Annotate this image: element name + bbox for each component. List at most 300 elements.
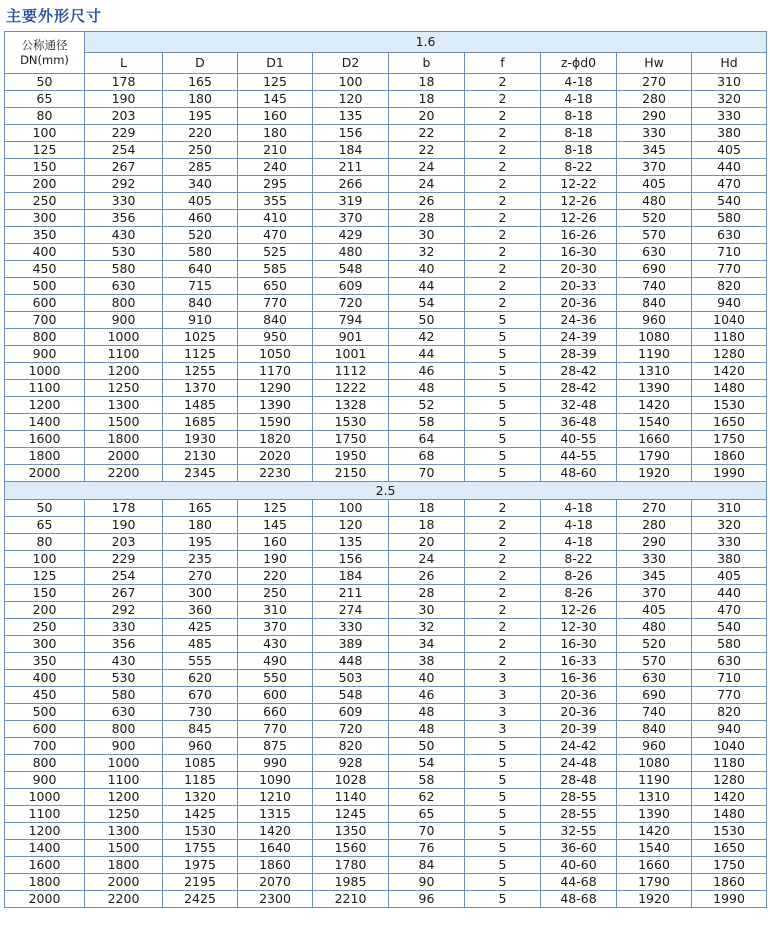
table-cell: 2: [465, 74, 541, 91]
column-header-f: f: [465, 53, 541, 74]
table-cell: 120: [313, 517, 389, 534]
table-cell: 900: [85, 312, 163, 329]
table-cell: 5: [465, 397, 541, 414]
table-cell: 32: [389, 244, 465, 261]
table-cell: 345: [617, 142, 692, 159]
table-cell: 2130: [163, 448, 238, 465]
table-cell: 370: [238, 619, 313, 636]
table-cell: 1420: [692, 363, 767, 380]
table-cell: 340: [163, 176, 238, 193]
column-header-b: b: [389, 53, 465, 74]
table-cell: 1050: [238, 346, 313, 363]
table-row: [5, 431, 767, 448]
table-cell: 520: [617, 210, 692, 227]
table-cell: 34: [389, 636, 465, 653]
table-cell: 24: [389, 551, 465, 568]
table-cell: 2: [465, 91, 541, 108]
table-cell: 330: [692, 534, 767, 551]
table-cell: 350: [5, 653, 85, 670]
table-row: [5, 704, 767, 721]
table-cell: 2: [465, 517, 541, 534]
table-cell: 4-18: [541, 517, 617, 534]
table-cell: 30: [389, 227, 465, 244]
table-cell: 1250: [85, 806, 163, 823]
table-cell: 320: [692, 517, 767, 534]
table-cell: 540: [692, 619, 767, 636]
table-row: [5, 602, 767, 619]
table-cell: 600: [5, 721, 85, 738]
table-cell: 50: [389, 738, 465, 755]
table-cell: 2000: [85, 874, 163, 891]
table-row: [5, 91, 767, 108]
table-cell: 710: [692, 670, 767, 687]
table-cell: 18: [389, 91, 465, 108]
table-cell: 1390: [617, 380, 692, 397]
table-row: [5, 414, 767, 431]
table-cell: 58: [389, 772, 465, 789]
table-cell: 1750: [692, 431, 767, 448]
table-cell: 2: [465, 295, 541, 312]
table-cell: 1750: [313, 431, 389, 448]
table-cell: 12-26: [541, 602, 617, 619]
table-cell: 1200: [85, 363, 163, 380]
table-cell: 1420: [617, 397, 692, 414]
table-cell: 28: [389, 585, 465, 602]
table-cell: 40: [389, 670, 465, 687]
table-cell: 220: [238, 568, 313, 585]
table-cell: 2: [465, 619, 541, 636]
table-cell: 5: [465, 329, 541, 346]
table-cell: 145: [238, 517, 313, 534]
table-cell: 250: [163, 142, 238, 159]
table-cell: 1310: [617, 363, 692, 380]
table-cell: 2: [465, 261, 541, 278]
table-cell: 300: [5, 210, 85, 227]
table-row: [5, 159, 767, 176]
table-cell: 180: [163, 517, 238, 534]
table-row: [5, 193, 767, 210]
table-cell: 1950: [313, 448, 389, 465]
table-cell: 1028: [313, 772, 389, 789]
table-cell: 630: [692, 653, 767, 670]
table-cell: 28-42: [541, 380, 617, 397]
table-cell: 44: [389, 346, 465, 363]
table-cell: 48: [389, 380, 465, 397]
table-cell: 180: [163, 91, 238, 108]
table-cell: 990: [238, 755, 313, 772]
table-cell: 2230: [238, 465, 313, 482]
table-cell: 1180: [692, 755, 767, 772]
table-cell: 1000: [85, 329, 163, 346]
table-cell: 690: [617, 261, 692, 278]
table-cell: 1222: [313, 380, 389, 397]
table-cell: 2: [465, 176, 541, 193]
table-cell: 26: [389, 568, 465, 585]
table-cell: 585: [238, 261, 313, 278]
table-cell: 54: [389, 755, 465, 772]
table-cell: 928: [313, 755, 389, 772]
table-cell: 1420: [692, 789, 767, 806]
dimension-table: [4, 31, 767, 908]
table-cell: 794: [313, 312, 389, 329]
table-cell: 550: [238, 670, 313, 687]
table-cell: 1280: [692, 772, 767, 789]
table-cell: 901: [313, 329, 389, 346]
table-cell: 2: [465, 500, 541, 517]
table-cell: 200: [5, 602, 85, 619]
table-cell: 350: [5, 227, 85, 244]
table-cell: 100: [313, 74, 389, 91]
table-cell: 4-18: [541, 500, 617, 517]
table-cell: 1860: [692, 874, 767, 891]
table-cell: 370: [313, 210, 389, 227]
table-cell: 1200: [85, 789, 163, 806]
table-cell: 44: [389, 278, 465, 295]
table-cell: 64: [389, 431, 465, 448]
table-cell: 500: [5, 704, 85, 721]
table-cell: 165: [163, 500, 238, 517]
table-cell: 178: [85, 500, 163, 517]
table-cell: 24: [389, 176, 465, 193]
table-cell: 845: [163, 721, 238, 738]
table-cell: 80: [5, 534, 85, 551]
table-cell: 48-68: [541, 891, 617, 908]
table-cell: 1280: [692, 346, 767, 363]
table-cell: 1001: [313, 346, 389, 363]
table-cell: 1370: [163, 380, 238, 397]
table-cell: 12-22: [541, 176, 617, 193]
table-cell: 1245: [313, 806, 389, 823]
table-cell: 2: [465, 653, 541, 670]
table-row: [5, 244, 767, 261]
table-cell: 450: [5, 261, 85, 278]
table-cell: 370: [617, 159, 692, 176]
table-cell: 430: [85, 227, 163, 244]
table-cell: 44-68: [541, 874, 617, 891]
table-cell: 220: [163, 125, 238, 142]
table-cell: 285: [163, 159, 238, 176]
table-cell: 1420: [617, 823, 692, 840]
table-cell: 900: [5, 346, 85, 363]
table-cell: 5: [465, 465, 541, 482]
table-cell: 820: [313, 738, 389, 755]
table-cell: 770: [692, 261, 767, 278]
table-cell: 360: [163, 602, 238, 619]
table-cell: 2: [465, 636, 541, 653]
table-cell: 2: [465, 108, 541, 125]
table-cell: 210: [238, 142, 313, 159]
table-cell: 356: [85, 636, 163, 653]
table-cell: 5: [465, 755, 541, 772]
table-cell: 125: [238, 74, 313, 91]
table-cell: 32-55: [541, 823, 617, 840]
table-cell: 840: [617, 721, 692, 738]
table-cell: 345: [617, 568, 692, 585]
table-cell: 1200: [5, 397, 85, 414]
table-cell: 1000: [85, 755, 163, 772]
table-cell: 1560: [313, 840, 389, 857]
table-cell: 1085: [163, 755, 238, 772]
table-cell: 1650: [692, 414, 767, 431]
table-cell: 1180: [692, 329, 767, 346]
table-cell: 640: [163, 261, 238, 278]
table-cell: 710: [692, 244, 767, 261]
table-cell: 20-36: [541, 295, 617, 312]
table-cell: 800: [85, 721, 163, 738]
table-cell: 1080: [617, 329, 692, 346]
table-cell: 600: [5, 295, 85, 312]
table-row: [5, 227, 767, 244]
table-cell: 50: [5, 74, 85, 91]
table-cell: 630: [85, 278, 163, 295]
table-row: [5, 500, 767, 517]
table-cell: 380: [692, 125, 767, 142]
table-cell: 8-26: [541, 585, 617, 602]
table-cell: 254: [85, 568, 163, 585]
table-cell: 1170: [238, 363, 313, 380]
table-cell: 1250: [85, 380, 163, 397]
table-cell: 28-48: [541, 772, 617, 789]
table-cell: 1755: [163, 840, 238, 857]
table-row: [5, 755, 767, 772]
table-cell: 800: [85, 295, 163, 312]
table-cell: 2: [465, 142, 541, 159]
table-cell: 50: [389, 312, 465, 329]
table-cell: 1860: [692, 448, 767, 465]
table-cell: 1425: [163, 806, 238, 823]
dn-header: [5, 32, 85, 74]
table-cell: 770: [238, 721, 313, 738]
pressure-header-1: 1.6: [85, 32, 767, 53]
table-cell: 180: [238, 125, 313, 142]
table-cell: 580: [85, 687, 163, 704]
table-cell: 65: [389, 806, 465, 823]
table-cell: 1185: [163, 772, 238, 789]
table-cell: 730: [163, 704, 238, 721]
table-cell: 470: [692, 176, 767, 193]
table-cell: 270: [617, 74, 692, 91]
table-cell: 5: [465, 431, 541, 448]
table-cell: 8-18: [541, 142, 617, 159]
table-cell: 22: [389, 142, 465, 159]
table-row: [5, 363, 767, 380]
table-cell: 450: [5, 687, 85, 704]
table-cell: 2000: [85, 448, 163, 465]
table-cell: 5: [465, 738, 541, 755]
table-cell: 1780: [313, 857, 389, 874]
table-cell: 1500: [85, 840, 163, 857]
table-cell: 405: [692, 142, 767, 159]
table-cell: 330: [313, 619, 389, 636]
table-cell: 100: [5, 551, 85, 568]
table-cell: 520: [163, 227, 238, 244]
table-cell: 1540: [617, 840, 692, 857]
table-cell: 1600: [5, 857, 85, 874]
table-cell: 960: [617, 312, 692, 329]
table-cell: 2300: [238, 891, 313, 908]
table-row: [5, 653, 767, 670]
table-cell: 20-33: [541, 278, 617, 295]
table-cell: 820: [692, 704, 767, 721]
table-cell: 720: [313, 721, 389, 738]
table-cell: 485: [163, 636, 238, 653]
table-cell: 2: [465, 585, 541, 602]
table-cell: 125: [5, 142, 85, 159]
table-cell: 2: [465, 602, 541, 619]
table-cell: 195: [163, 108, 238, 125]
table-cell: 330: [692, 108, 767, 125]
table-cell: 190: [238, 551, 313, 568]
table-row: [5, 397, 767, 414]
table-cell: 770: [238, 295, 313, 312]
table-cell: 405: [617, 602, 692, 619]
table-cell: 16-30: [541, 244, 617, 261]
table-cell: 5: [465, 806, 541, 823]
table-row: [5, 891, 767, 908]
table-cell: 24-48: [541, 755, 617, 772]
table-cell: 96: [389, 891, 465, 908]
table-cell: 1420: [238, 823, 313, 840]
table-cell: 62: [389, 789, 465, 806]
table-cell: 3: [465, 670, 541, 687]
table-cell: 3: [465, 721, 541, 738]
table-cell: 300: [5, 636, 85, 653]
table-cell: 16-26: [541, 227, 617, 244]
table-cell: 500: [5, 278, 85, 295]
table-cell: 1530: [692, 823, 767, 840]
column-header-d2: D2: [313, 53, 389, 74]
page-title: 主要外形尺寸: [6, 7, 103, 25]
table-cell: 1750: [692, 857, 767, 874]
table-cell: 84: [389, 857, 465, 874]
table-cell: 28-39: [541, 346, 617, 363]
table-cell: 950: [238, 329, 313, 346]
table-cell: 2: [465, 534, 541, 551]
table-cell: 20-36: [541, 704, 617, 721]
table-cell: 1500: [85, 414, 163, 431]
table-cell: 800: [5, 329, 85, 346]
table-cell: 48: [389, 704, 465, 721]
table-cell: 2: [465, 125, 541, 142]
table-cell: 319: [313, 193, 389, 210]
table-cell: 570: [617, 653, 692, 670]
table-cell: 310: [692, 500, 767, 517]
table-cell: 400: [5, 244, 85, 261]
dn-header-line1: 公称通径: [21, 37, 68, 52]
table-cell: 1190: [617, 346, 692, 363]
table-cell: 145: [238, 91, 313, 108]
table-cell: 68: [389, 448, 465, 465]
table-cell: 1790: [617, 448, 692, 465]
table-cell: 8-22: [541, 551, 617, 568]
table-cell: 1040: [692, 312, 767, 329]
table-row: [5, 687, 767, 704]
table-row: [5, 721, 767, 738]
table-cell: 250: [5, 619, 85, 636]
table-cell: 700: [5, 738, 85, 755]
table-cell: 120: [313, 91, 389, 108]
table-row: [5, 874, 767, 891]
table-cell: 1975: [163, 857, 238, 874]
table-cell: 740: [617, 704, 692, 721]
table-cell: 30: [389, 602, 465, 619]
table-cell: 1400: [5, 414, 85, 431]
table-cell: 1300: [85, 823, 163, 840]
table-cell: 910: [163, 312, 238, 329]
table-row: [5, 176, 767, 193]
table-cell: 609: [313, 704, 389, 721]
table-cell: 12-26: [541, 193, 617, 210]
table-cell: 28: [389, 210, 465, 227]
table-cell: 480: [617, 619, 692, 636]
table-cell: 16-36: [541, 670, 617, 687]
table-row: [5, 74, 767, 91]
table-cell: 26: [389, 193, 465, 210]
table-cell: 670: [163, 687, 238, 704]
column-header-l: L: [85, 53, 163, 74]
table-cell: 410: [238, 210, 313, 227]
table-cell: 203: [85, 534, 163, 551]
table-cell: 292: [85, 602, 163, 619]
table-row: [5, 465, 767, 482]
table-cell: 800: [5, 755, 85, 772]
table-cell: 580: [163, 244, 238, 261]
table-cell: 2000: [5, 465, 85, 482]
table-cell: 1200: [5, 823, 85, 840]
table-row: [5, 125, 767, 142]
table-row: [5, 840, 767, 857]
table-cell: 2200: [85, 891, 163, 908]
table-cell: 525: [238, 244, 313, 261]
table-cell: 5: [465, 448, 541, 465]
table-cell: 320: [692, 91, 767, 108]
table-cell: 960: [163, 738, 238, 755]
table-cell: 48-60: [541, 465, 617, 482]
table-cell: 620: [163, 670, 238, 687]
table-cell: 18: [389, 500, 465, 517]
table-cell: 650: [238, 278, 313, 295]
table-cell: 310: [692, 74, 767, 91]
table-cell: 1112: [313, 363, 389, 380]
table-cell: 1040: [692, 738, 767, 755]
table-cell: 425: [163, 619, 238, 636]
table-cell: 135: [313, 534, 389, 551]
table-cell: 2: [465, 210, 541, 227]
table-cell: 70: [389, 823, 465, 840]
table-row: [5, 261, 767, 278]
table-cell: 150: [5, 159, 85, 176]
table-cell: 160: [238, 534, 313, 551]
table-cell: 254: [85, 142, 163, 159]
table-cell: 1485: [163, 397, 238, 414]
table-cell: 690: [617, 687, 692, 704]
table-cell: 5: [465, 789, 541, 806]
table-cell: 8-26: [541, 568, 617, 585]
table-cell: 58: [389, 414, 465, 431]
table-cell: 3: [465, 704, 541, 721]
table-cell: 20-39: [541, 721, 617, 738]
table-row: [5, 636, 767, 653]
table-cell: 20: [389, 534, 465, 551]
table-cell: 165: [163, 74, 238, 91]
table-cell: 1660: [617, 857, 692, 874]
table-cell: 76: [389, 840, 465, 857]
table-cell: 1100: [85, 772, 163, 789]
table-cell: 270: [617, 500, 692, 517]
table-cell: 530: [85, 670, 163, 687]
table-cell: 960: [617, 738, 692, 755]
table-cell: 1790: [617, 874, 692, 891]
